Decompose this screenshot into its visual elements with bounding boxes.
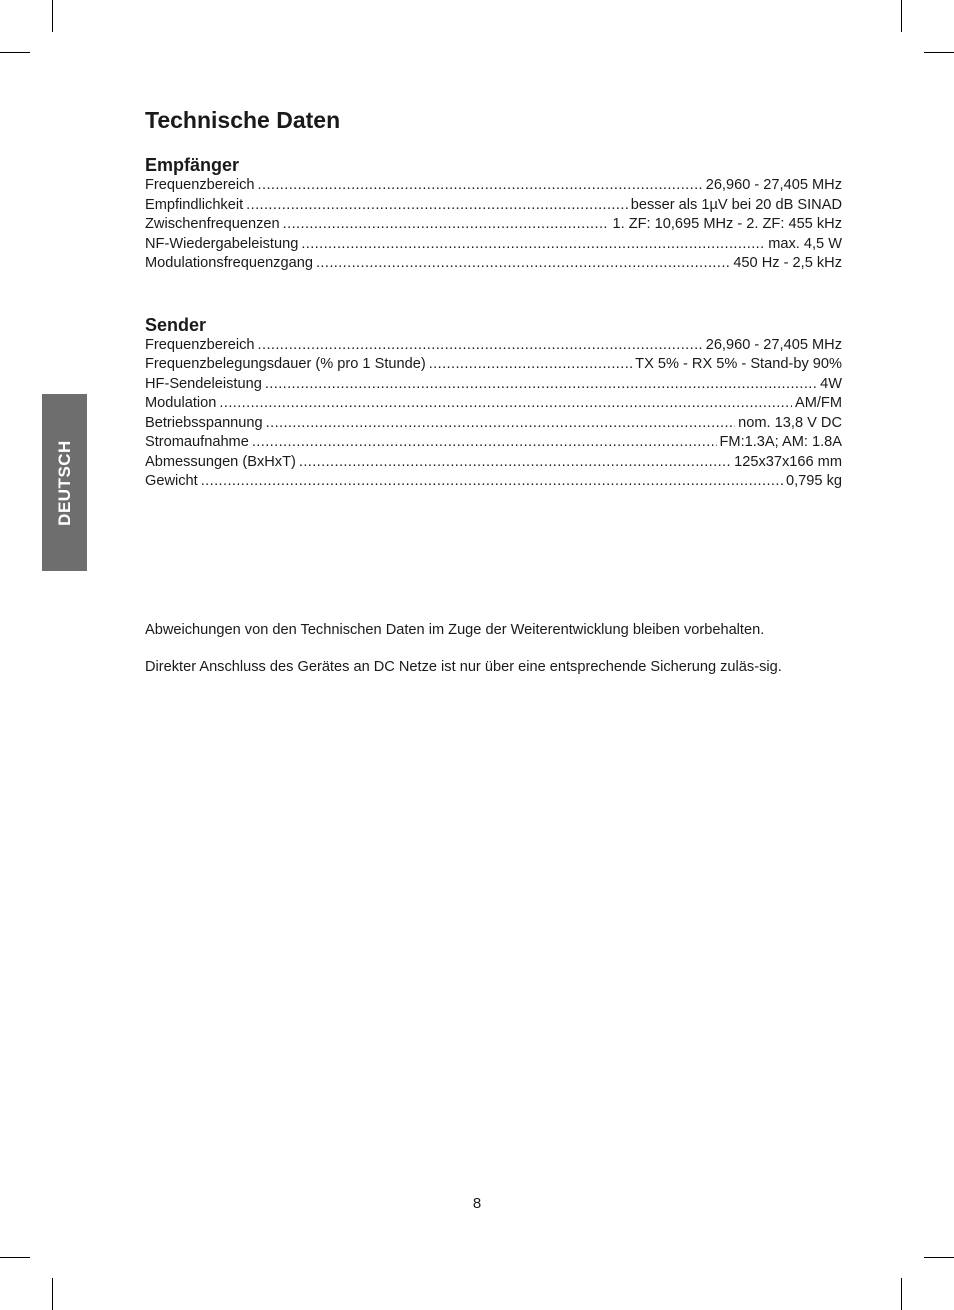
receiver-heading: Empfänger xyxy=(145,155,240,175)
spec-row xyxy=(145,215,842,235)
crop-mark xyxy=(0,52,30,53)
spec-label: HF-Sendeleistung xyxy=(145,375,262,392)
spec-value: TX 5% - RX 5% - Stand-by 90% xyxy=(635,356,842,372)
dot-leader xyxy=(246,196,628,216)
spec-value: 1. ZF: 10,695 MHz - 2. ZF: 455 kHz xyxy=(612,216,842,232)
spec-value: max. 4,5 W xyxy=(768,235,842,252)
page-number: 8 xyxy=(472,1195,482,1212)
spec-label: NF-Wiedergabeleistung xyxy=(145,235,299,252)
spec-value: nom. 13,8 V DC xyxy=(738,414,842,431)
language-side-tab-label: DEUTSCH xyxy=(54,439,74,526)
note-paragraph: Abweichungen von den Technischen Daten im Zuge der Weiterentwicklung bleiben vorbehalten. xyxy=(145,621,765,638)
spec-value: 125x37x166 mm xyxy=(734,453,842,470)
spec-row xyxy=(145,196,842,216)
crop-mark xyxy=(52,0,53,32)
note-paragraph: Direkter Anschluss des Gerätes an DC Netze ist nur über eine entsprechende Sicherung zuläs-sig. xyxy=(145,658,782,675)
dot-leader xyxy=(219,394,792,414)
spec-value: AM/FM xyxy=(794,395,842,411)
language-side-tab xyxy=(42,394,87,571)
spec-label: Modulationsfrequenzgang xyxy=(145,255,313,271)
spec-label: Stromaufnahme xyxy=(145,434,249,450)
receiver-spec-list xyxy=(145,176,842,274)
spec-value: 450 Hz - 2,5 kHz xyxy=(733,255,842,271)
dot-leader xyxy=(201,472,783,492)
spec-label: Frequenzbereich xyxy=(145,336,255,353)
spec-row xyxy=(145,472,842,492)
spec-value: 4W xyxy=(820,375,842,392)
notes xyxy=(145,620,842,677)
spec-row xyxy=(145,394,842,414)
dot-leader xyxy=(429,355,632,375)
transmitter-spec-list xyxy=(145,336,842,492)
spec-row xyxy=(145,235,842,255)
spec-row xyxy=(145,433,842,453)
spec-label: Frequenzbereich xyxy=(145,177,255,193)
dot-leader xyxy=(283,215,610,235)
spec-row xyxy=(145,414,842,434)
spec-row xyxy=(145,254,842,274)
spec-row xyxy=(145,453,842,473)
transmitter-heading: Sender xyxy=(145,314,207,335)
spec-label: Empfindlichkeit xyxy=(145,196,244,213)
spec-value: 26,960 - 27,405 MHz xyxy=(705,336,842,353)
dot-leader xyxy=(301,235,765,255)
spec-label: Zwischenfrequenzen xyxy=(145,216,280,232)
spec-label: Frequenzbelegungsdauer (% pro 1 Stunde) xyxy=(145,356,426,372)
document-content xyxy=(145,104,842,694)
spec-value: besser als 1µV bei 20 dB SINAD xyxy=(630,196,842,213)
spec-label: Gewicht xyxy=(145,473,198,489)
crop-mark xyxy=(52,1278,53,1310)
dot-leader xyxy=(258,176,703,196)
crop-mark xyxy=(901,1278,902,1310)
spec-value: 0,795 kg xyxy=(786,473,842,489)
spec-label: Abmessungen (BxHxT) xyxy=(145,453,296,470)
crop-mark xyxy=(901,0,902,32)
crop-mark xyxy=(924,52,954,53)
dot-leader xyxy=(299,453,731,473)
dot-leader xyxy=(252,433,717,453)
crop-mark xyxy=(924,1257,954,1258)
page-title: Technische Daten xyxy=(145,107,341,133)
dot-leader xyxy=(265,375,817,395)
spec-value: FM:1.3A; AM: 1.8A xyxy=(719,434,842,450)
spec-row xyxy=(145,375,842,395)
spec-row xyxy=(145,355,842,375)
spec-row xyxy=(145,176,842,196)
spec-value: 26,960 - 27,405 MHz xyxy=(705,177,842,193)
spec-label: Betriebsspannung xyxy=(145,414,263,431)
crop-mark xyxy=(0,1257,30,1258)
spec-label: Modulation xyxy=(145,395,217,411)
dot-leader xyxy=(316,254,730,274)
dot-leader xyxy=(258,336,703,356)
dot-leader xyxy=(266,414,736,434)
spec-row xyxy=(145,336,842,356)
